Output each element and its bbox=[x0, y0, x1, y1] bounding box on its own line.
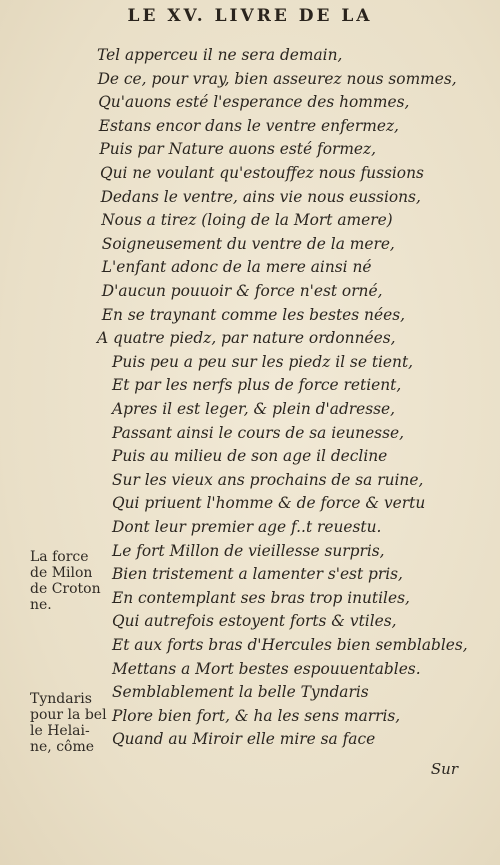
margin-line: de Croton bbox=[30, 581, 101, 597]
verse-line: En contemplant ses bras trop inutiles, bbox=[112, 588, 410, 607]
verse-line: Le fort Millon de vieillesse surpris, bbox=[112, 541, 385, 560]
verse-line: Puis peu a peu sur les piedz il se tient, bbox=[112, 352, 414, 371]
verse-line: D'aucun pouuoir & force n'est orné, bbox=[101, 282, 383, 300]
verse-line: Semblablement la belle Tyndaris bbox=[112, 683, 369, 702]
verse-line: Bien tristement a lamenter s'est pris, bbox=[112, 565, 403, 584]
verse-line: Qui ne voulant qu'estouffez nous fussions bbox=[100, 164, 424, 182]
verse-line: Sur les vieux ans prochains de sa ruine, bbox=[112, 470, 424, 489]
margin-line: Tyndaris bbox=[30, 691, 92, 707]
verse-line: Passant ainsi le cours de sa ieunesse, bbox=[112, 423, 404, 442]
verse-line: Soigneusement du ventre de la mere, bbox=[101, 234, 395, 253]
margin-line: le Helai- bbox=[30, 723, 90, 739]
verse-line: Qui priuent l'homme & de force & vertu bbox=[112, 494, 426, 513]
verse-line: A quatre piedz, par nature ordonnées, bbox=[97, 329, 396, 348]
margin-line: ne. bbox=[30, 597, 52, 613]
margin-note-milon bbox=[30, 549, 101, 613]
margin-note-tyndaris bbox=[30, 691, 107, 755]
verse-line: Dedans le ventre, ains vie nous eussions, bbox=[100, 187, 421, 206]
verse-line: Qu'auons esté l'esperance des hommes, bbox=[98, 93, 410, 112]
verse-line: Nous a tirez (loing de la Mort amere) bbox=[101, 211, 393, 230]
verse-line: De ce, pour vray, bien asseurez nous sommes, bbox=[97, 69, 457, 88]
verse-line: Estans encor dans le ventre enfermez, bbox=[98, 116, 399, 135]
margin-line: La force bbox=[30, 549, 89, 565]
verse-line: Puis par Nature auons esté formez, bbox=[99, 140, 377, 159]
verse-line: Apres il est leger, & plein d'adresse, bbox=[112, 400, 396, 418]
verse-line: Quand au Miroir elle mire sa face bbox=[112, 730, 376, 749]
verse-line: Qui autrefois estoyent forts & vtiles, bbox=[112, 612, 397, 631]
margin-line: ne, côme bbox=[30, 739, 95, 755]
running-header: LE XV. LIVRE DE LA bbox=[127, 6, 373, 26]
verse-line: Plore bien fort, & ha les sens marris, bbox=[112, 706, 401, 725]
verse-line: L'enfant adonc de la mere ainsi né bbox=[101, 258, 372, 277]
verse-line: Et par les nerfs plus de force retient, bbox=[112, 376, 402, 395]
verse-line: Mettans a Mort bestes espouuentables. bbox=[112, 659, 421, 678]
margin-line: de Milon bbox=[30, 565, 93, 581]
verse-line: En se traynant comme les bestes nées, bbox=[101, 305, 405, 324]
verse-line: Puis au milieu de son age il decline bbox=[112, 447, 388, 466]
verse-line: Tel apperceu il ne sera demain, bbox=[97, 46, 343, 64]
catchword: Sur bbox=[430, 760, 458, 778]
verse-line: Dont leur premier age f..t reuestu. bbox=[112, 518, 382, 536]
verse-line: Et aux forts bras d'Hercules bien semblables, bbox=[112, 636, 468, 654]
margin-line: pour la bel bbox=[30, 707, 107, 723]
